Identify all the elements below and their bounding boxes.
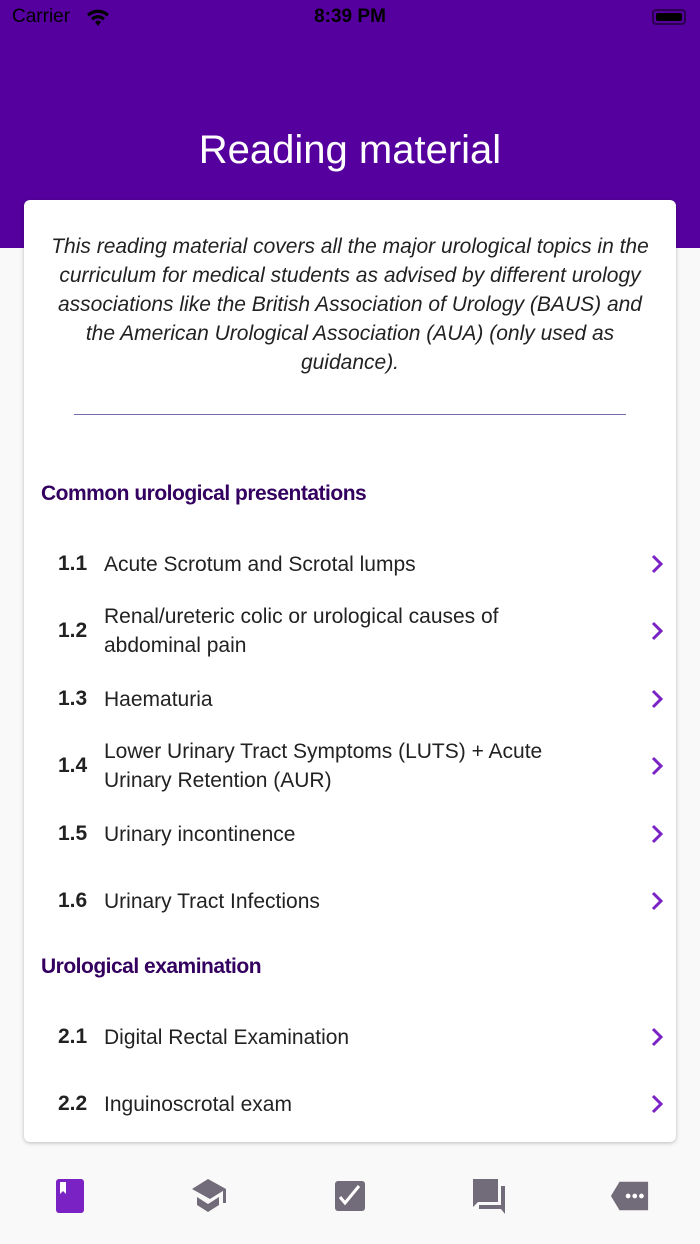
- list-item[interactable]: [24, 1072, 676, 1136]
- chevron-right-icon: [650, 891, 664, 911]
- item-number: 1.3: [58, 687, 88, 710]
- chevron-right-icon: [650, 1027, 664, 1047]
- list-item[interactable]: [24, 802, 676, 866]
- list-item[interactable]: [24, 667, 676, 731]
- list-item[interactable]: [24, 1005, 676, 1069]
- item-number: 1.6: [58, 889, 88, 912]
- item-label: Inguinoscrotal exam: [104, 1092, 292, 1116]
- more-tag-icon: [610, 1180, 650, 1212]
- item-label: Digital Rectal Examination: [104, 1025, 350, 1049]
- section-heading: Urological examination: [41, 955, 262, 978]
- intro-text: This reading material covers all the major urological topics in the curriculum for medical students as advised by different urology associations like the British Association of Urology (BAUS) and the American Urological Association (AUA) (only used as guidance).: [51, 235, 649, 374]
- tab-more[interactable]: [610, 1176, 650, 1216]
- item-number: 1.4: [58, 754, 88, 777]
- item-number: 1.5: [58, 822, 88, 845]
- clock: 8:39 PM: [314, 6, 386, 27]
- item-label: Lower Urinary Tract Symptoms (LUTS) + Acute Urinary Retention (AUR): [104, 740, 543, 792]
- tab-forum[interactable]: [470, 1176, 510, 1216]
- list-item[interactable]: [24, 869, 676, 933]
- reading-list-card: [24, 200, 676, 1142]
- chevron-right-icon: [650, 554, 664, 574]
- tab-reading-material[interactable]: [50, 1176, 90, 1216]
- item-label: Haematuria: [104, 687, 213, 711]
- book-icon: [55, 1178, 85, 1214]
- item-label: Urinary incontinence: [104, 822, 296, 846]
- list-item[interactable]: [24, 599, 676, 663]
- list-item[interactable]: [24, 734, 676, 798]
- chevron-right-icon: [650, 621, 664, 641]
- item-number: 2.1: [58, 1025, 88, 1048]
- divider: [74, 414, 626, 415]
- graduation-cap-icon: [190, 1179, 230, 1213]
- item-number: 1.2: [58, 619, 88, 642]
- chevron-right-icon: [650, 824, 664, 844]
- forum-icon: [472, 1178, 508, 1214]
- page-title: Reading material: [198, 128, 502, 172]
- tab-bar: [0, 1148, 700, 1244]
- item-label: Urinary Tract Infections: [104, 889, 320, 913]
- item-number: 2.2: [58, 1092, 88, 1115]
- item-label: Acute Scrotum and Scrotal lumps: [104, 552, 416, 576]
- item-label: Renal/ureteric colic or urological causes of abdominal pain: [104, 605, 499, 657]
- battery-icon: [652, 9, 686, 25]
- chevron-right-icon: [650, 689, 664, 709]
- status-bar: [0, 6, 700, 30]
- item-number: 1.1: [58, 552, 88, 575]
- chevron-right-icon: [650, 756, 664, 776]
- tab-education[interactable]: [190, 1176, 230, 1216]
- list-item[interactable]: [24, 532, 676, 596]
- chevron-right-icon: [650, 1094, 664, 1114]
- section-heading: Common urological presentations: [41, 482, 367, 505]
- checkbox-icon: [334, 1180, 366, 1212]
- tab-checklist[interactable]: [330, 1176, 370, 1216]
- carrier-label: Carrier: [12, 6, 71, 27]
